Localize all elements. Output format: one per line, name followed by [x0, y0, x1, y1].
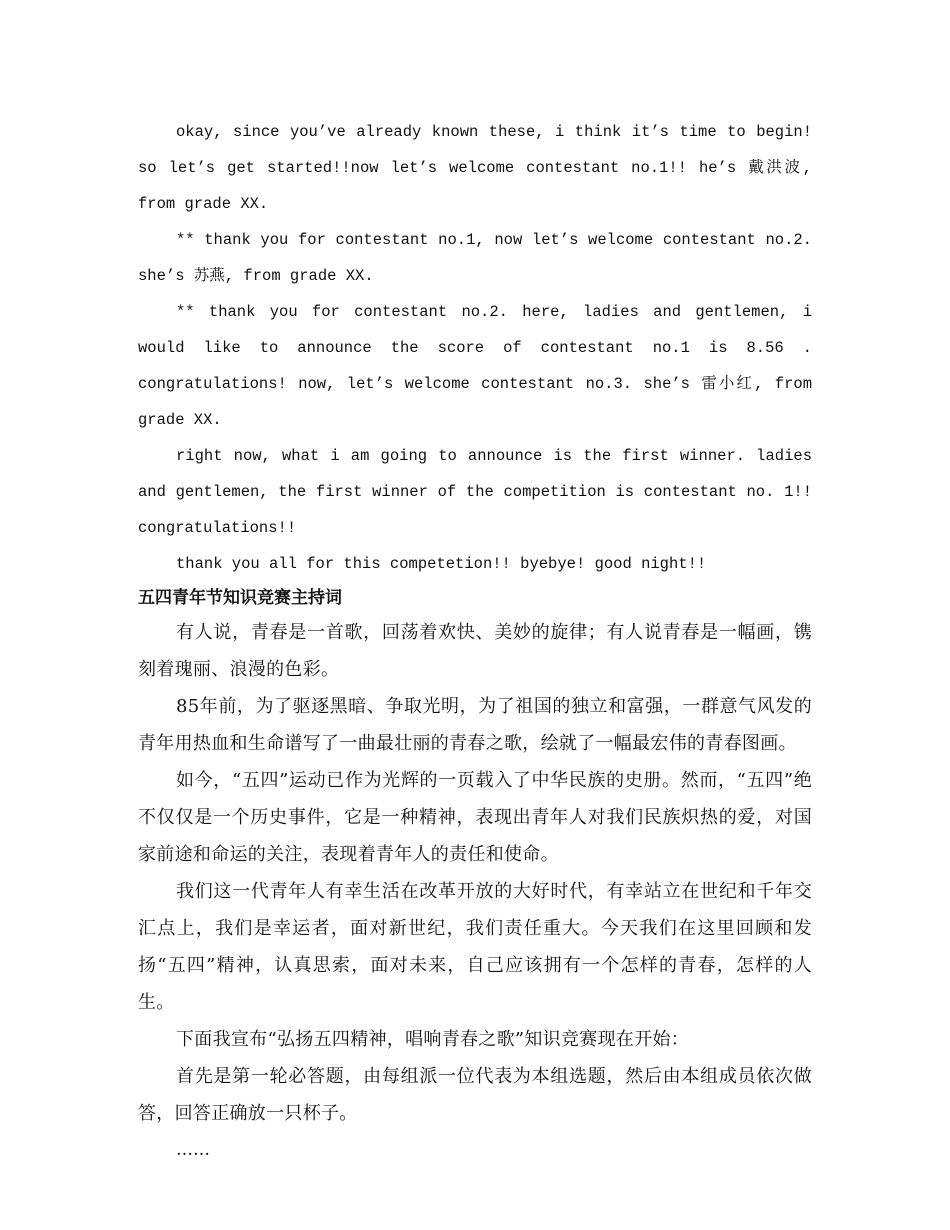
paragraph-first-winner: right now, what i am going to announce is the first winner. ladies and gentlemen, the first winner of the competition is contestant no. 1!! congratulations!!: [138, 447, 812, 537]
paragraph-our-generation: 我们这一代青年人有幸生活在改革开放的大好时代，有幸站立在世纪和千年交汇点上，我们是幸运者，面对新世纪，我们责任重大。今天我们在这里回顾和发扬“五四”精神，认真思索，面对未来，自己应该拥有一个怎样的青春，怎样的人生。: [138, 881, 812, 1013]
paragraph-contestant-intro: okay, since you’ve already known these, i think it’s time to begin! so let’s get started!!now let’s welcome contestant no.1!! he’s 戴洪波, from grade XX.: [138, 123, 812, 213]
paragraph-may-fourth-spirit: 如今，“五四”运动已作为光辉的一页载入了中华民族的史册。然而，“五四”绝不仅仅是一个历史事件，它是一种精神，表现出青年人对我们民族炽热的爱，对国家前途和命运的关注，表现着青年人的责任和使命。: [138, 770, 812, 865]
paragraph-contestant-two: ** thank you for contestant no.1, now let’s welcome contestant no.2. she’s 苏燕, from grade XX.: [138, 231, 812, 285]
paragraph-youth-song: 有人说，青春是一首歌，回荡着欢快、美妙的旋律；有人说青春是一幅画，镌刻着瑰丽、浪漫的色彩。: [138, 622, 812, 680]
section-heading: 五四青年节知识竞赛主持词: [138, 588, 342, 608]
paragraph-closing: thank you all for this competetion!! byebye! good night!!: [176, 555, 707, 573]
paragraph-first-round: 首先是第一轮必答题，由每组派一位代表为本组选题，然后由本组成员依次做答，回答正确放一只杯子。: [138, 1066, 812, 1124]
ellipsis: ……: [176, 1140, 210, 1160]
paragraph-85-years: 85年前，为了驱逐黑暗、争取光明，为了祖国的独立和富强，一群意气风发的青年用热血和生命谱写了一曲最壮丽的青春之歌，绘就了一幅最宏伟的青春图画。: [138, 696, 812, 754]
paragraph-score-announcement: ** thank you for contestant no.2. here, ladies and gentlemen, i would like to announce the score of contestant no.1 is 8.56 . congratulations! now, let’s welcome contestant no.3. she’s 雷小红, from grade XX.: [138, 303, 812, 429]
paragraph-competition-start: 下面我宣布“弘扬五四精神，唱响青春之歌”知识竞赛现在开始：: [176, 1029, 690, 1050]
document-body: [138, 114, 812, 1168]
